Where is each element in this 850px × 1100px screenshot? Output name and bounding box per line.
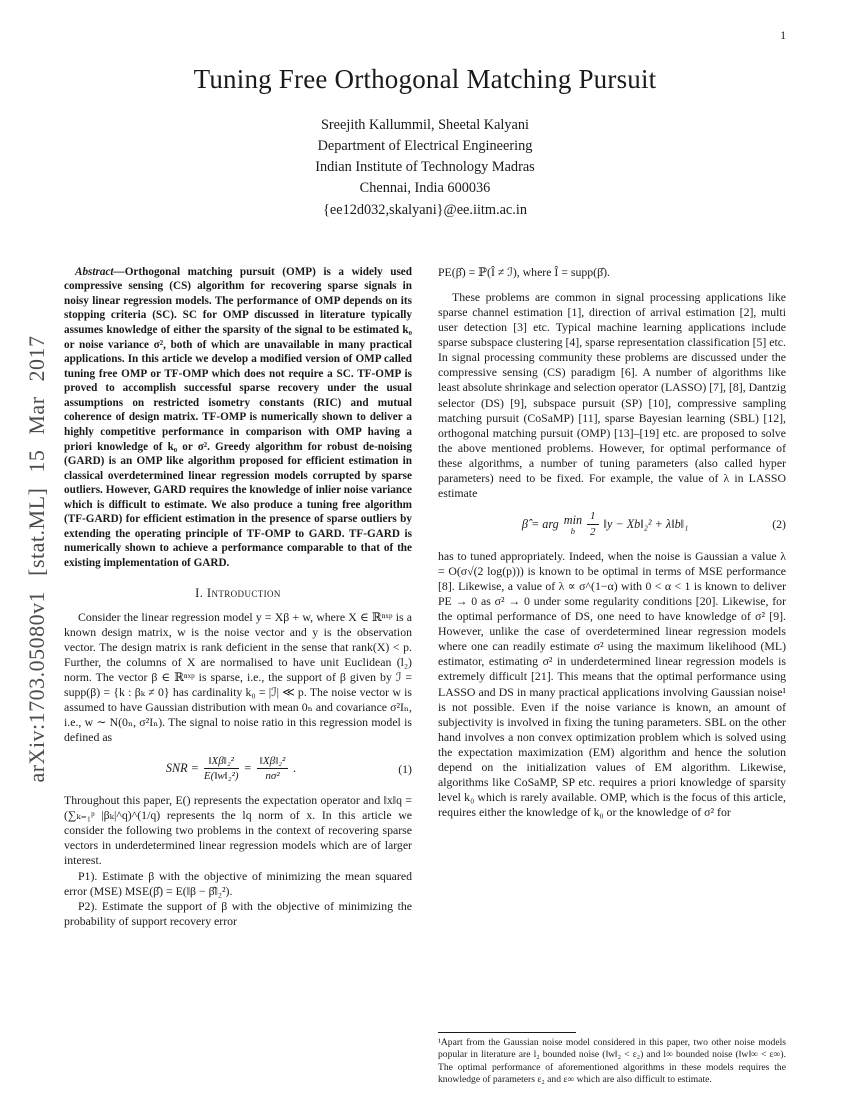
- author-block: [0, 115, 850, 221]
- left-column: [64, 265, 412, 1087]
- footnote-rule: [438, 1032, 576, 1033]
- intro-paragraph-1: Consider the linear regression model y = Xβ + w, where X ∈ ℝⁿˣᵖ is a known design matrix, w is the noise vector and y is the observation vector. The design matrix is rank deficient in the sense that rank(X) < p. Further, the columns of X are normalised to have unit Euclidean (l₂) norm. The vector β ∈ ℝⁿˣᵖ is sparse, i.e., the support of β given by ℐ = supp(β) = {k : βₖ ≠ 0} has cardinality k₀ = |ℐ| ≪ p. The noise vector w is assumed to have Gaussian distribution with mean 0ₙ and covariance σ²Iₙ, i.e., w ∼ N(0ₙ, σ²Iₙ). The signal to noise ratio in this regression model is defined as: [64, 609, 412, 745]
- eq1-equals-sign: =: [243, 761, 252, 776]
- eq1-lhs: SNR =: [165, 761, 199, 776]
- author-institute: Indian Institute of Technology Madras: [315, 159, 535, 176]
- two-column-body: [0, 265, 850, 1087]
- eq2-number: (2): [772, 517, 786, 532]
- section-heading-introduction: I. Introduction: [195, 585, 281, 600]
- author-department: Department of Electrical Engineering: [317, 138, 533, 155]
- pe-definition: PE(β̂) = ℙ(Î ≠ ℐ), where Î = supp(β̂).: [438, 264, 610, 279]
- problem-p2: P2). Estimate the support of β with the objective of minimizing the probability of support recovery error: [64, 898, 412, 928]
- eq1-frac2-denominator: nσ²: [265, 770, 280, 783]
- eq2-body: ‖y − Xb‖₂² + λ‖b‖₁: [603, 517, 689, 532]
- right-paragraph-1: These problems are common in signal processing applications like sparse channel estimation [1], direction of arrival estimation [2], multi user detection [3] etc. Typical machine learning applications include sparse subspace clustering [4], sparse representation classification [5] etc. In signal processing community these problems are discussed under the compressive sensing (CS) paradigm [6]. A number of algorithms like least absolute shrinkage and selection operator (LASSO) [7], [8], Dantzig selector (DS) [9], subspace pursuit (SP) [10], compressive sampling matching pursuit (CoSaMP) [11], sparse Bayesian learning (SBL) [12], orthogonal matching pursuit (OMP) [13]–[19] etc. are proposed to solve the above mentioned problems. However, for optimal performance of these algorithms, a number of tuning parameters (also called hyper parameters) need to be fixed. For example, the value of λ in LASSO estimate: [438, 289, 786, 501]
- eq2-fraction-half: [587, 510, 599, 540]
- eq2-argmin-operator: [564, 514, 582, 536]
- eq2-min-subscript: b: [570, 526, 576, 537]
- footnote-block: [438, 1022, 786, 1087]
- eq1-fraction-2: [257, 755, 289, 785]
- right-paragraph-2: has to tuned appropriately. Indeed, when the noise is Gaussian a value λ = O(σ√(2 log(p))) is known to be optimal in terms of MSE performance [8]. Likewise, a value of λ ∝ σ^(1−α) with 0 < α < 1 is known to deliver PE → 0 as σ² → 0 under some regularity conditions [20]. Likewise, for the optimal performance of DS, one need to have knowledge of σ² [9]. However, unlike the case of overdetermined linear regression models where one can readily estimate σ² using the maximum likelihood (ML) estimator, estimating σ² in underdetermined linear regression models is extremely difficult [21]. This means that the optimal performance using LASSO and DS in many practical applications involving Gaussian noise¹ is not possible. Even if the noise variance is known, an amount of subjectivity is involved in fixing the tuning parameters. SBL on the other hand involves a non convex optimization problem which is solved using the expectation maximization (EM) algorithm and hence the solution depend on the initialization values of EM algorithm. Likewise, algorithms like CoSaMP, SP etc. requires a priori knowledge of sparsity level k₀ which is rarely available. OMP, which is the focus of this article, requires either the knowledge of k₀ or the knowledge of σ² for: [438, 548, 786, 820]
- author-email: {ee12d032,skalyani}@ee.iitm.ac.in: [323, 201, 527, 218]
- paper-header: [0, 0, 850, 221]
- abstract-text: Orthogonal matching pursuit (OMP) is a widely used compressive sensing (CS) algorithm for recovering sparse signals in noisy linear regression models. The performance of OMP depends on its stopping criteria (SC). SC for OMP discussed in literature typically assumes knowledge of either the sparsity of the signal to be estimated k₀ or noise variance σ², both of which are unavailable in many practical applications. In this article we develop a modified version of OMP called tuning free OMP or TF-OMP which does not require a SC. TF-OMP is proved to accomplish successful sparse recovery under the usual assumptions on restricted isometry constants (RIC) and mutual coherence of design matrix. TF-OMP is numerically shown to deliver a highly competitive performance in comparison with OMP having a priori knowledge of k₀ or σ². Greedy algorithm for robust de-noising (GARD) is an OMP like algorithm proposed for efficient estimation in classical overdetermined linear regression models corrupted by sparse outliers. However, GARD requires the knowledge of inlier noise variance which is difficult to estimate. We also produce a tuning free algorithm (TF-GARD) for efficient estimation in the presence of sparse outliers by extending the operating principle of TF-OMP to GARD. TF-GARD is numerically shown to achieve a performance comparable to that of the existing implementation of GARD.: [64, 265, 412, 570]
- eq1-period: .: [293, 761, 297, 776]
- eq1-frac1-numerator: ‖Xβ‖₂²: [204, 755, 239, 770]
- eq1-frac1-denominator: E(‖w‖₂²): [203, 770, 239, 783]
- eq2-expression: [438, 510, 772, 540]
- problem-p1: P1). Estimate β with the objective of minimizing the mean squared error (MSE) MSE(β̂) = E(‖β − β̂‖₂²).: [64, 868, 412, 898]
- eq2-frac-numerator: 1: [587, 510, 599, 525]
- eq2-frac-denominator: 2: [590, 525, 596, 538]
- eq2-lhs: β̂ = arg: [521, 517, 559, 532]
- equation-2: [438, 510, 786, 540]
- eq1-number: (1): [398, 761, 412, 776]
- author-names: Sreejith Kallummil, Sheetal Kalyani: [320, 117, 530, 133]
- footnote-text: ¹Apart from the Gaussian noise model considered in this paper, two other noise models popular in literature are l₂ bounded noise (‖w‖₂ < ε₂) and l∞ bounded noise (‖w‖∞ < ε∞). The optimal performance of aforementioned algorithms in these models requires the knowledge of parameters ε₂ and ε∞ which are also difficult to estimate.: [438, 1036, 786, 1086]
- page-number: 1: [780, 30, 786, 42]
- arxiv-watermark: arXiv:1703.05080v1 [stat.ML] 15 Mar 2017: [24, 335, 49, 783]
- right-column: [438, 265, 786, 1087]
- eq2-min: min: [563, 513, 583, 528]
- intro-paragraph-2: Throughout this paper, E() represents the expectation operator and ‖x‖q = (∑ₖ₌₁ᵖ |βₖ|^q)^(1/q) represents the lq norm of x. In this article we consider the following two problems in the context of recovering sparse vectors in underdetermined linear regression models which are of larger interest.: [64, 793, 412, 868]
- eq1-fraction-1: [204, 755, 239, 785]
- abstract-label: Abstract—: [75, 265, 125, 278]
- author-address: Chennai, India 600036: [359, 180, 491, 197]
- abstract: [64, 265, 412, 571]
- equation-1: [64, 755, 412, 785]
- paper-title: Tuning Free Orthogonal Matching Pursuit: [193, 64, 657, 94]
- eq1-expression: [64, 755, 398, 785]
- eq1-frac2-numerator: ‖Xβ‖₂²: [257, 755, 289, 770]
